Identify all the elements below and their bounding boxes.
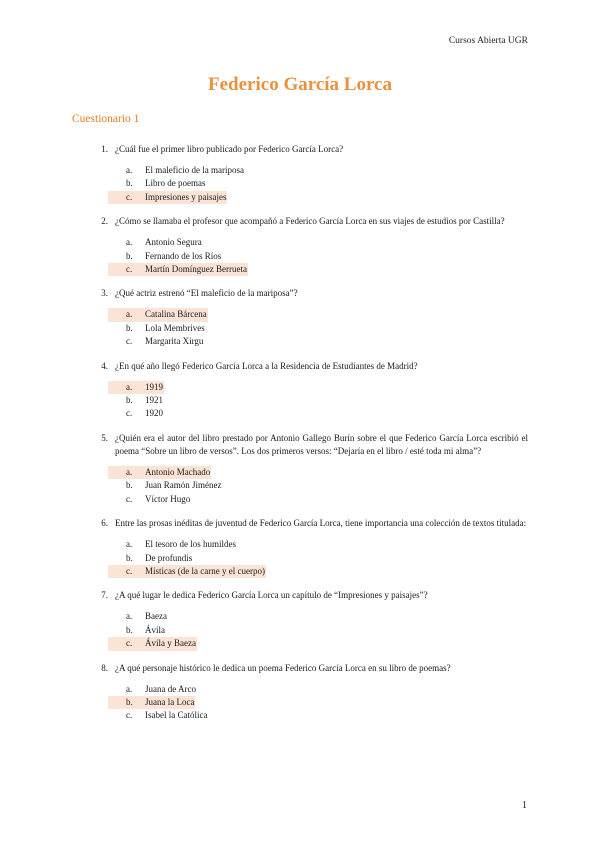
option-text: Lola Membrives: [145, 322, 205, 333]
answer-option: [108, 683, 528, 696]
question-item: [72, 215, 528, 276]
answer-option: [108, 538, 528, 551]
question-item: [72, 589, 528, 650]
question-text: ¿A qué lugar le dedica Federico García Lorca un capítulo de “Impresiones y paisajes”?: [115, 590, 428, 601]
answer-option: [108, 177, 528, 190]
option-letter: a.: [108, 308, 144, 321]
answer-option: [108, 250, 528, 263]
answer-option: [108, 610, 528, 623]
question-text: ¿En qué año llegó Federico García Lorca a la Residencia de Estudiantes de Madrid?: [115, 360, 418, 371]
option-text: Isabel la Católica: [145, 710, 208, 721]
question-number: 7.: [101, 590, 108, 601]
answer-option-correct: [108, 565, 528, 578]
option-letter: c.: [126, 493, 133, 504]
answer-option-correct: [108, 308, 528, 321]
option-text: El maleficio de la mariposa: [145, 165, 244, 175]
question-list: [72, 143, 528, 734]
answer-option: [108, 407, 528, 420]
answer-option: [108, 709, 528, 722]
option-letter: c.: [126, 408, 133, 419]
answer-options: [108, 308, 528, 348]
answer-option: [108, 164, 528, 177]
question-item: [72, 143, 528, 204]
option-letter: b.: [126, 552, 133, 563]
option-letter: c.: [108, 191, 144, 204]
option-text: Víctor Hugo: [145, 493, 191, 504]
option-letter: b.: [126, 250, 133, 261]
answer-options: [108, 381, 528, 421]
answer-option: [108, 236, 528, 249]
question-number: 3.: [101, 288, 108, 299]
option-letter: a.: [126, 683, 133, 694]
question-number: 1.: [101, 144, 108, 154]
option-text: Místicas (de la carne y el cuerpo): [144, 565, 266, 578]
answer-option: [108, 493, 528, 506]
answer-options: [108, 164, 528, 204]
option-letter: a.: [126, 611, 133, 622]
option-text: Margarita Xirgu: [145, 336, 204, 347]
option-letter: b.: [108, 696, 144, 709]
option-letter: b.: [126, 624, 133, 635]
option-letter: b.: [126, 322, 133, 333]
question-text: ¿Cómo se llamaba el profesor que acompañó a Federico García Lorca en sus viajes de estudios por Castilla?: [115, 216, 505, 227]
answer-option-correct: [108, 191, 528, 204]
question-item: [72, 287, 528, 348]
option-letter: b.: [126, 480, 133, 491]
question-number: 5.: [101, 432, 108, 443]
answer-option-correct: [108, 696, 528, 709]
question-text: ¿Cuál fue el primer libro publicado por Federico García Lorca?: [115, 144, 344, 154]
answer-option: [108, 394, 528, 407]
option-letter: c.: [108, 565, 144, 578]
option-letter: c.: [108, 263, 144, 276]
option-text: Libro de poemas: [145, 178, 206, 189]
option-letter: a.: [126, 539, 133, 550]
question-text: ¿Qué actriz estrenó “El maleficio de la mariposa”?: [115, 288, 298, 299]
option-text: Ávila: [145, 624, 165, 635]
option-text: Baeza: [145, 611, 167, 622]
question-text: ¿A qué personaje histórico le dedica un poema Federico García Lorca en su libro de poemas?: [115, 662, 451, 673]
option-text: Catalina Bárcena: [144, 308, 208, 321]
question-item: [72, 662, 528, 723]
option-letter: c.: [108, 637, 144, 650]
answer-options: [108, 466, 528, 506]
option-text: Fernando de los Ríos: [145, 250, 222, 261]
option-letter: a.: [126, 237, 133, 248]
page-number: 1: [522, 800, 527, 811]
page-title: Federico García Lorca: [208, 74, 392, 95]
option-letter: c.: [126, 710, 133, 721]
question-number: 4.: [101, 360, 108, 371]
question-text: ¿Quién era el autor del libro prestado por Antonio Gallego Burín sobre el que Federico García Lorca escribió el poema “Sobre un libro de versos”. Los dos primeros versos: “Dejaría en el libro / esté toda mi alma”?: [115, 432, 528, 456]
question-item: [72, 517, 528, 578]
answer-option-correct: [108, 381, 528, 394]
header-text: Cursos Abierta UGR: [448, 36, 528, 46]
question-item: [72, 360, 528, 421]
option-text: Juan Ramón Jiménez: [145, 480, 222, 491]
question-text: Entre las prosas inéditas de juventud de Federico García Lorca, tiene importancia una colección de textos titulada:: [115, 518, 527, 529]
answer-option: [108, 624, 528, 637]
answer-option: [108, 479, 528, 492]
option-letter: a.: [108, 381, 144, 394]
section-title: Cuestionario 1: [72, 113, 140, 125]
answer-options: [108, 683, 528, 723]
option-text: Antonio Machado: [144, 466, 211, 479]
option-text: Juana la Loca: [144, 696, 195, 709]
option-text: Juana de Arco: [145, 683, 196, 694]
option-text: Ávila y Baeza: [144, 637, 197, 650]
option-text: El tesoro de los humildes: [145, 539, 236, 550]
answer-options: [108, 610, 528, 650]
option-text: 1919: [144, 381, 164, 394]
option-text: 1921: [145, 395, 163, 406]
answer-options: [108, 538, 528, 578]
option-text: Martín Domínguez Berrueta: [144, 263, 248, 276]
question-number: 8.: [101, 662, 108, 673]
option-letter: a.: [108, 466, 144, 479]
question-number: 6.: [101, 518, 108, 529]
option-letter: c.: [126, 336, 133, 347]
option-letter: b.: [126, 178, 133, 189]
answer-option-correct: [108, 637, 528, 650]
option-text: 1920: [145, 408, 163, 419]
answer-option: [108, 335, 528, 348]
answer-options: [108, 236, 528, 276]
answer-option: [108, 552, 528, 565]
answer-option: [108, 322, 528, 335]
question-item: [72, 432, 528, 506]
option-text: Antonio Segura: [145, 237, 202, 248]
answer-option-correct: [108, 466, 528, 479]
option-text: Impresiones y paisajes: [144, 191, 227, 204]
option-text: De profundis: [145, 552, 193, 563]
option-letter: b.: [126, 395, 133, 406]
option-letter: a.: [126, 165, 133, 175]
question-number: 2.: [101, 216, 108, 227]
answer-option-correct: [108, 263, 528, 276]
